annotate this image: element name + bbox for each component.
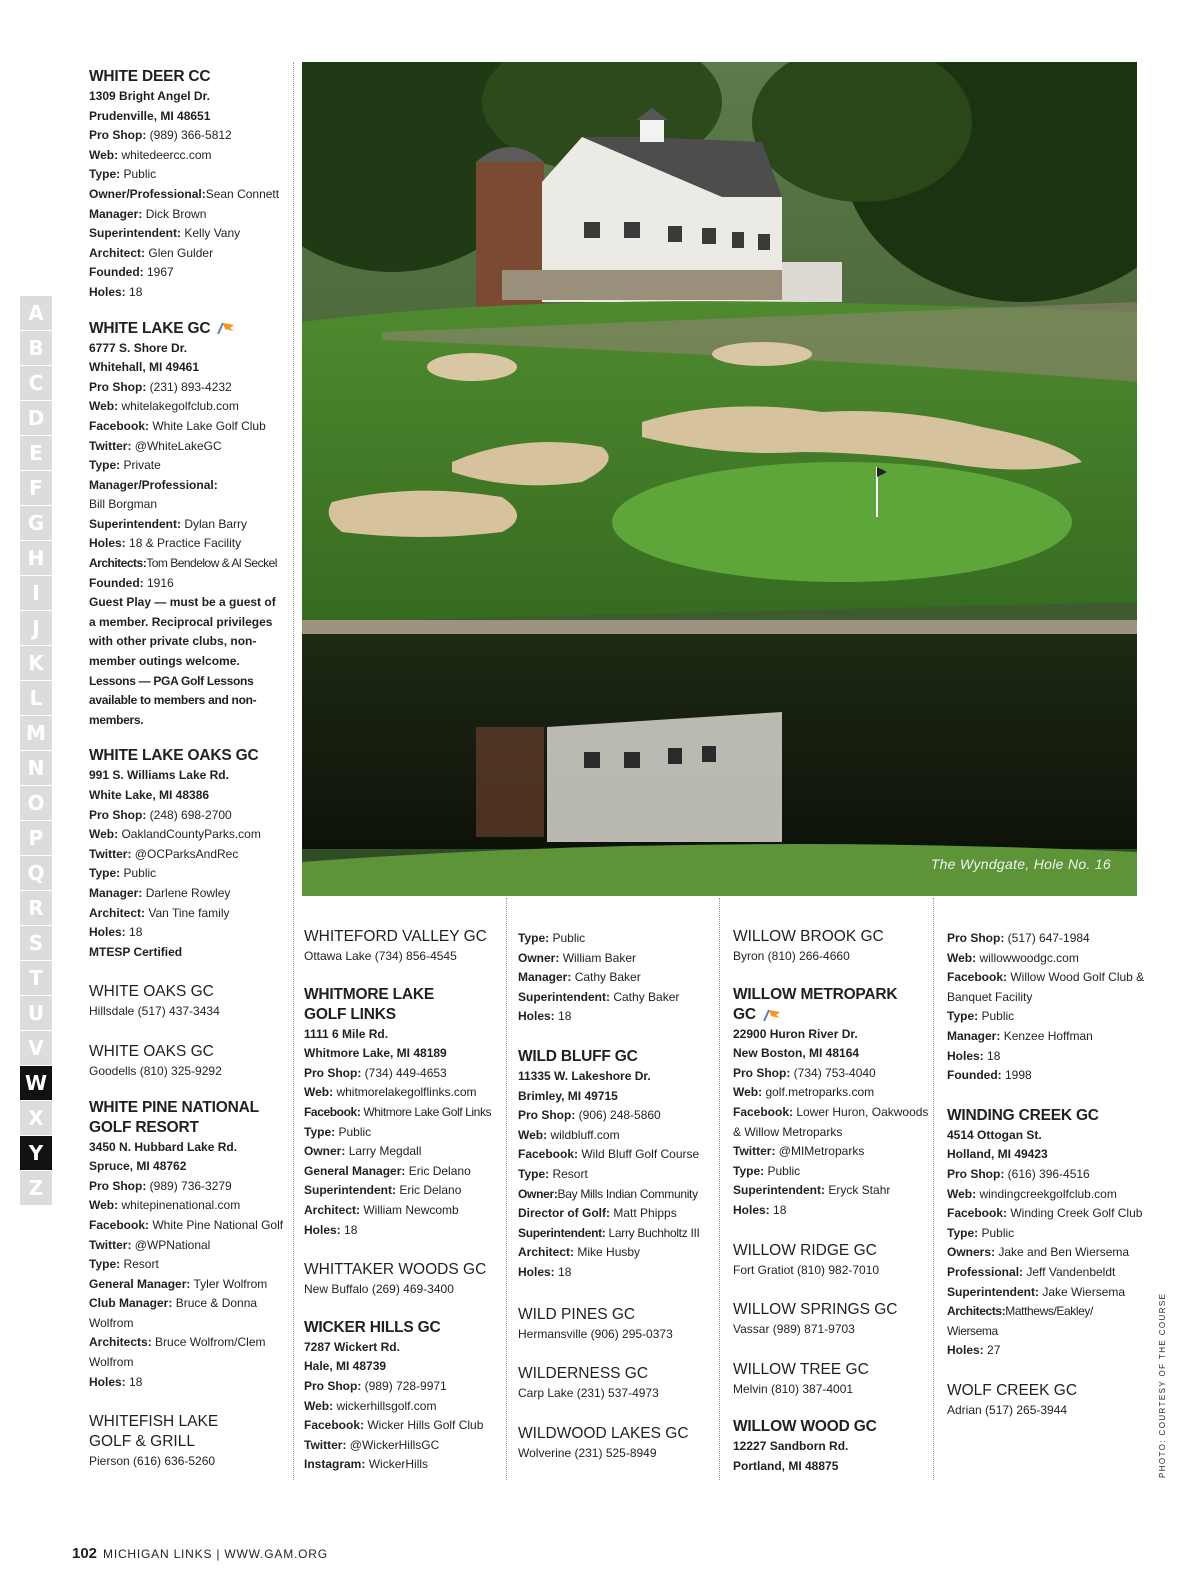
- manager-row: Manager: Dick Brown: [89, 206, 207, 221]
- address-line: 6777 S. Shore Dr.: [89, 340, 188, 355]
- owner-row: Owner/Professional:Sean Connett: [89, 186, 280, 201]
- architect-row: Architect: Van Tine family: [89, 905, 230, 920]
- type-row: Type: Public: [733, 1163, 801, 1178]
- pro-shop-row: Pro Shop: (989) 366-5812: [89, 128, 232, 143]
- course-name: WHITE PINE NATIONAL GOLF RESORT: [89, 1098, 259, 1136]
- course-entry-whittaker-woods: [304, 1260, 504, 1300]
- manager-row: Manager: Darlene Rowley: [89, 885, 231, 900]
- superintendent-row: Superintendent: Larry Buchholtz III: [518, 1225, 700, 1240]
- pro-shop-row: Pro Shop: (734) 449-4653: [304, 1065, 447, 1080]
- course-name: WILLOW TREE GC: [733, 1360, 869, 1378]
- type-row: Type: Public: [304, 1124, 372, 1139]
- pro-shop-row: Pro Shop: (231) 893-4232: [89, 379, 232, 394]
- alphabet-letter-g: G: [20, 506, 52, 541]
- professional-row: Professional: Jeff Vandenbeldt: [947, 1264, 1116, 1279]
- page-footer: [72, 1545, 328, 1562]
- course-name: WILLOW WOOD GC: [733, 1418, 877, 1436]
- course-name: WINDING CREEK GC: [947, 1106, 1099, 1124]
- alphabet-letter-l: L: [20, 681, 52, 716]
- type-row: Type: Public: [89, 866, 157, 881]
- facebook-row: Facebook: Wicker Hills Golf Club: [304, 1418, 484, 1433]
- course-entry-wildwood-lakes: [518, 1424, 718, 1464]
- general-manager-row: General Manager: Tyler Wolfrom: [89, 1276, 268, 1291]
- pro-shop-row: Pro Shop: (734) 753-4040: [733, 1065, 876, 1080]
- course-entry-wild-bluff: [518, 1047, 718, 1283]
- holes-row: Holes: 18: [89, 1374, 143, 1389]
- holes-row: Holes: 18: [89, 284, 143, 299]
- alphabet-letter-s: S: [20, 926, 52, 961]
- address-line: 1309 Bright Angel Dr.: [89, 89, 210, 103]
- web-row: Web: wildbluff.com: [518, 1127, 620, 1142]
- column-5: [947, 929, 1147, 1436]
- facebook-row: Facebook: Lower Huron, Oakwoods & Willow Metroparks: [733, 1104, 929, 1139]
- alphabet-letter-w: W: [20, 1066, 52, 1101]
- facebook-row: Facebook: Whitmore Lake Golf Links: [304, 1104, 492, 1119]
- superintendent-row: Superintendent: Cathy Baker: [518, 989, 680, 1004]
- holes-row: Holes: 27: [947, 1343, 1001, 1358]
- holes-row: Holes: 18: [304, 1222, 358, 1237]
- course-entry-whitefish-lake: [89, 1412, 284, 1472]
- course-name: WILD BLUFF GC: [518, 1047, 638, 1065]
- publication-line: MICHIGAN LINKS | WWW.GAM.ORG: [103, 1547, 328, 1561]
- alphabet-letter-h: H: [20, 541, 52, 576]
- city-line: Portland, MI 48875: [733, 1458, 839, 1473]
- course-entry-white-oaks-goodells: [89, 1042, 284, 1082]
- course-photo: [302, 62, 1137, 896]
- web-row: Web: whitepinenational.com: [89, 1198, 241, 1213]
- pro-shop-row: Pro Shop: (989) 728-9971: [304, 1378, 447, 1393]
- course-name: WHITE DEER CC: [89, 68, 211, 85]
- general-manager-row: General Manager: Eric Delano: [304, 1163, 471, 1178]
- certification: MTESP Certified: [89, 944, 183, 959]
- type-row: Type: Resort: [89, 1257, 159, 1272]
- course-name: WILLOW BROOK GC: [733, 928, 884, 945]
- manager-row: Manager/Professional: Bill Borgman: [89, 477, 218, 512]
- column-3: [518, 929, 718, 1479]
- course-name: WILDWOOD LAKES GC: [518, 1424, 689, 1442]
- column-divider: [293, 62, 294, 1480]
- alphabet-letter-r: R: [20, 891, 52, 926]
- course-name: WHITEFORD VALLEY GC: [304, 928, 487, 945]
- type-row: Type: Private: [89, 458, 161, 473]
- twitter-row: Twitter: @WPNational: [89, 1237, 211, 1252]
- founded-row: Founded: 1998: [947, 1068, 1032, 1083]
- course-entry-wicker-hills: [304, 1318, 504, 1475]
- course-entry-whitmore-lake: [304, 985, 504, 1241]
- course-name: WHITE OAKS GC: [89, 983, 214, 1001]
- course-entry-willow-brook: [733, 927, 933, 967]
- page-number: 102: [72, 1545, 98, 1562]
- location-phone: Vassar (989) 871-9703: [733, 1322, 855, 1337]
- lessons-note: Lessons — PGA Golf Lessons available to members and non-members.: [89, 673, 257, 727]
- golf-hole-illustration: [302, 62, 1137, 896]
- alphabet-letter-a: A: [20, 296, 52, 331]
- course-name: WILDERNESS GC: [518, 1365, 649, 1383]
- city-line: Brimley, MI 49715: [518, 1088, 618, 1103]
- location-phone: Hermansville (906) 295-0373: [518, 1326, 673, 1341]
- course-entry-willow-springs: [733, 1300, 933, 1340]
- address-line: 7287 Wickert Rd.: [304, 1339, 400, 1354]
- web-row: Web: willowwoodgc.com: [947, 950, 1079, 965]
- alphabet-letter-m: M: [20, 716, 52, 751]
- course-entry-willow-tree: [733, 1360, 933, 1400]
- pro-shop-row: Pro Shop: (989) 736-3279: [89, 1178, 232, 1193]
- web-row: Web: OaklandCountyParks.com: [89, 827, 261, 842]
- course-entry-whiteford-valley: [304, 927, 504, 967]
- address-line: 12227 Sandborn Rd.: [733, 1439, 849, 1454]
- column-2: [304, 927, 504, 1491]
- type-row: Type: Public: [947, 1225, 1015, 1240]
- column-divider: [719, 898, 720, 1480]
- holes-row: Holes: 18 & Practice Facility: [89, 536, 242, 551]
- alphabet-letter-f: F: [20, 471, 52, 506]
- alphabet-letter-e: E: [20, 436, 52, 471]
- architects-row: Architects: Bruce Wolfrom/Clem Wolfrom: [89, 1335, 266, 1370]
- address-line: 1111 6 Mile Rd.: [304, 1026, 389, 1041]
- photo-credit: PHOTO: COURTESY OF THE COURSE: [1158, 1292, 1167, 1478]
- superintendent-row: Superintendent: Dylan Barry: [89, 516, 248, 531]
- director-of-golf-row: Director of Golf: Matt Phipps: [518, 1206, 677, 1221]
- web-row: Web: golf.metroparks.com: [733, 1085, 875, 1100]
- city-line: Holland, MI 49423: [947, 1147, 1048, 1162]
- course-entry-white-pine-national: [89, 1098, 284, 1393]
- owner-row: Owner:Bay Mills Indian Community: [518, 1186, 698, 1201]
- city-line: New Boston, MI 48164: [733, 1046, 860, 1061]
- architect-row: Architect: Mike Husby: [518, 1245, 641, 1260]
- superintendent-row: Superintendent: Kelly Vany: [89, 226, 241, 241]
- facebook-row: Facebook: Wild Bluff Golf Course: [518, 1147, 700, 1162]
- alphabet-letter-p: P: [20, 821, 52, 856]
- location-phone: Byron (810) 266-4660: [733, 949, 850, 963]
- course-entry-white-oaks-hillsdale: [89, 982, 284, 1022]
- twitter-row: Twitter: @WickerHillsGC: [304, 1437, 440, 1452]
- web-row: Web: whitmorelakegolflinks.com: [304, 1085, 477, 1100]
- address-line: 22900 Huron River Dr.: [733, 1026, 858, 1041]
- facebook-row: Facebook: Willow Wood Golf Club & Banquet Facility: [947, 970, 1145, 1004]
- web-row: Web: whitedeercc.com: [89, 147, 212, 162]
- city-line: White Lake, MI 48386: [89, 788, 210, 802]
- course-entry-wolf-creek: [947, 1381, 1147, 1421]
- alphabet-letter-x: X: [20, 1101, 52, 1136]
- course-entry-white-lake-oaks-gc: [89, 746, 284, 962]
- alphabet-letter-v: V: [20, 1031, 52, 1066]
- column-divider: [933, 898, 934, 1480]
- superintendent-row: Superintendent: Eryck Stahr: [733, 1183, 891, 1198]
- twitter-row: Twitter: @MIMetroparks: [733, 1144, 865, 1159]
- course-name: WICKER HILLS GC: [304, 1318, 441, 1336]
- course-name: WILD PINES GC: [518, 1305, 636, 1323]
- course-entry-wilderness: [518, 1364, 718, 1404]
- architect-row: Architect: William Newcomb: [304, 1202, 459, 1217]
- type-row: Type: Public: [947, 1009, 1015, 1024]
- alphabet-letter-q: Q: [20, 856, 52, 891]
- pro-shop-row: Pro Shop: (517) 647-1984: [947, 931, 1090, 945]
- holes-row: Holes: 18: [733, 1202, 787, 1217]
- course-entry-willow-wood-continued: [947, 929, 1147, 1086]
- alphabet-letter-o: O: [20, 786, 52, 821]
- course-name: WHITTAKER WOODS GC: [304, 1261, 487, 1279]
- facebook-row: Facebook: Winding Creek Golf Club: [947, 1206, 1143, 1221]
- course-name: WHITMORE LAKE GOLF LINKS: [304, 985, 434, 1023]
- pro-shop-row: Pro Shop: (906) 248-5860: [518, 1108, 661, 1123]
- manager-row: Manager: Kenzee Hoffman: [947, 1028, 1093, 1043]
- alphabet-letter-i: I: [20, 576, 52, 611]
- type-row: Type: Resort: [518, 1166, 588, 1181]
- type-row: Type: Public: [89, 167, 157, 182]
- city-line: Whitmore Lake, MI 48189: [304, 1046, 447, 1061]
- city-line: Spruce, MI 48762: [89, 1159, 187, 1174]
- web-row: Web: whitelakegolfclub.com: [89, 399, 239, 414]
- owner-row: Owner: Larry Megdall: [304, 1144, 422, 1159]
- location-phone: New Buffalo (269) 469-3400: [304, 1282, 454, 1297]
- alphabet-letter-u: U: [20, 996, 52, 1031]
- guest-play-note: Guest Play — must be a guest of a member. Reciprocal privileges with other private clubs, non-member outings welcome.: [89, 595, 276, 669]
- course-name: WHITE LAKE OAKS GC: [89, 747, 259, 765]
- course-name: WILLOW METROPARK GC: [733, 985, 898, 1023]
- location-phone: Melvin (810) 387-4001: [733, 1381, 854, 1396]
- twitter-row: Twitter: @WhiteLakeGC: [89, 438, 222, 453]
- city-line: Whitehall, MI 49461: [89, 360, 200, 375]
- course-name: WHITE LAKE GC: [89, 319, 284, 339]
- course-entry-wild-pines: [518, 1305, 718, 1345]
- location-phone: Fort Gratiot (810) 982-7010: [733, 1262, 880, 1277]
- architects-row: Architects:Matthews/Eakley/ Wiersema: [947, 1304, 1093, 1338]
- architects-row: Architects:Tom Bendelow & Al Seckel: [89, 556, 277, 571]
- superintendent-row: Superintendent: Jake Wiersema: [947, 1284, 1126, 1299]
- alphabet-letter-t: T: [20, 961, 52, 996]
- column-4: [733, 927, 933, 1493]
- pro-shop-row: Pro Shop: (616) 396-4516: [947, 1166, 1090, 1181]
- course-name: WOLF CREEK GC: [947, 1381, 1078, 1399]
- location-phone: Pierson (616) 636-5260: [89, 1454, 216, 1469]
- city-line: Prudenville, MI 48651: [89, 108, 211, 123]
- founded-row: Founded: 1916: [89, 575, 174, 590]
- owners-row: Owners: Jake and Ben Wiersema: [947, 1245, 1130, 1260]
- facebook-row: Facebook: White Pine National Golf: [89, 1217, 284, 1232]
- alphabet-tab-index: [20, 296, 52, 1206]
- location-phone: Ottawa Lake (734) 856-4545: [304, 949, 457, 963]
- alphabet-letter-b: B: [20, 331, 52, 366]
- alphabet-letter-c: C: [20, 366, 52, 401]
- course-entry-willow-wood: [733, 1417, 933, 1476]
- flag-icon: [216, 322, 236, 334]
- pro-shop-row: Pro Shop: (248) 698-2700: [89, 807, 232, 822]
- column-divider: [506, 898, 507, 1480]
- alphabet-letter-z: Z: [20, 1171, 52, 1206]
- architect-row: Architect: Glen Gulder: [89, 245, 214, 260]
- twitter-row: Twitter: @OCParksAndRec: [89, 846, 239, 861]
- alphabet-letter-d: D: [20, 401, 52, 436]
- holes-row: Holes: 18: [518, 1264, 572, 1279]
- address-line: 991 S. Williams Lake Rd.: [89, 768, 229, 783]
- course-entry-willow-ridge: [733, 1241, 933, 1281]
- manager-row: Manager: Cathy Baker: [518, 970, 641, 985]
- address-line: 11335 W. Lakeshore Dr.: [518, 1068, 651, 1083]
- owner-row: Owner: William Baker: [518, 950, 637, 965]
- course-entry-winding-creek: [947, 1106, 1147, 1361]
- course-name: WILLOW SPRINGS GC: [733, 1301, 898, 1319]
- facebook-row: Facebook: White Lake Golf Club: [89, 418, 266, 433]
- photo-caption: The Wyndgate, Hole No. 16: [930, 856, 1111, 872]
- address-line: 4514 Ottogan St.: [947, 1127, 1042, 1142]
- holes-row: Holes: 18: [947, 1048, 1001, 1063]
- alphabet-letter-k: K: [20, 646, 52, 681]
- course-entry-willow-metropark: [733, 985, 933, 1221]
- location-phone: Wolverine (231) 525-8949: [518, 1445, 657, 1460]
- alphabet-letter-n: N: [20, 751, 52, 786]
- web-row: Web: wickerhillsgolf.com: [304, 1398, 437, 1413]
- course-entry-whittaker-continued: [518, 929, 718, 1027]
- club-manager-row: Club Manager: Bruce & Donna Wolfrom: [89, 1296, 258, 1330]
- location-phone: Hillsdale (517) 437-3434: [89, 1004, 220, 1019]
- alphabet-letter-y: Y: [20, 1136, 52, 1171]
- holes-row: Holes: 18: [518, 1009, 572, 1024]
- web-row: Web: windingcreekgolfclub.com: [947, 1186, 1117, 1201]
- location-phone: Goodells (810) 325-9292: [89, 1063, 222, 1078]
- course-entry-white-deer-cc: [89, 67, 284, 303]
- course-name: WILLOW RIDGE GC: [733, 1241, 877, 1259]
- course-entry-white-lake-gc: [89, 319, 284, 731]
- course-name: WHITE OAKS GC: [89, 1042, 214, 1060]
- instagram-row: Instagram: WickerHills: [304, 1457, 429, 1472]
- city-line: Hale, MI 48739: [304, 1359, 387, 1374]
- column-1: [89, 67, 284, 1488]
- course-name: WHITEFISH LAKE GOLF & GRILL: [89, 1413, 219, 1451]
- location-phone: Adrian (517) 265-3944: [947, 1402, 1068, 1417]
- type-row: Type: Public: [518, 931, 586, 945]
- alphabet-letter-j: J: [20, 611, 52, 646]
- address-line: 3450 N. Hubbard Lake Rd.: [89, 1139, 238, 1154]
- flag-icon: [762, 1009, 782, 1021]
- superintendent-row: Superintendent: Eric Delano: [304, 1183, 462, 1198]
- holes-row: Holes: 18: [89, 925, 143, 940]
- founded-row: Founded: 1967: [89, 265, 174, 280]
- location-phone: Carp Lake (231) 537-4973: [518, 1386, 659, 1401]
